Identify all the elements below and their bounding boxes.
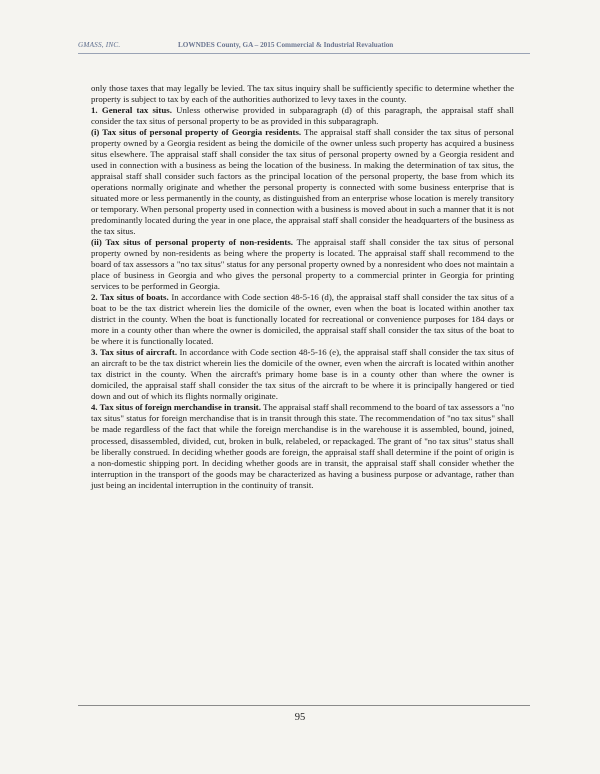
paragraph (91, 237, 514, 292)
page-header (78, 41, 528, 49)
page-number: 95 (294, 712, 306, 723)
paragraph-heading: (ii) Tax situs of personal property of non-residents. (91, 237, 294, 248)
paragraph-heading: 2. Tax situs of boats. (91, 292, 169, 303)
paragraph (91, 402, 514, 490)
paragraph-text: The appraisal staff shall consider the tax situs of personal property owned by a Georgia resident as being the domicile of the owner unless such property has acquired a business situs elsewhere. The appraisal staff shall consider the tax situs of personal property owned by a Georgia resident and used in connection with a business as being the location of the business. In making the determination of tax situs, the appraisal staff shall consider such factors as the principal location of the personal property, the base from which its operations normally originate and whether the personal property is connected with some business enterprise that is situated more or less permanently in the county, as distinguished from an enterprise whose location is merely transitory or temporary. When personal property used in connection with a business is moved about in such a manner that it is not predominantly located during the year in one place, the appraisal staff shall consider the headquarters of the business as the tax situs. (91, 127, 514, 237)
paragraph-text: only those taxes that may legally be levied. The tax situs inquiry shall be sufficiently specific to determine whether the property is subject to tax by each of the authorities authorized to levy taxes in the county. (91, 83, 514, 105)
paragraph (91, 292, 514, 347)
header-title: LOWNDES County, GA – 2015 Commercial & Industrial Revaluation (178, 41, 394, 49)
paragraph (91, 127, 514, 237)
paragraph-heading: 3. Tax situs of aircraft. (91, 347, 178, 358)
paragraph-text: The appraisal staff shall consider the tax situs of personal property owned by non-residents as being where the property is located. The appraisal staff shall recommend to the board of tax assessors a "no tax situs" status for any personal property owned by a nonresident who does not maintain a place of business in Georgia and who gives the personal property to a commercial printer in Georgia for printing services to be performed in Georgia. (91, 237, 514, 292)
paragraph-text: In accordance with Code section 48-5-16 (d), the appraisal staff shall consider the tax situs of a boat to be the tax district wherein lies the domicile of the owner, even when the boat is located within another tax district in the county. When the boat is functionally located for recreational or convenience purposes for 184 days or more in a county other than where the owner is domiciled, the appraisal staff shall consider the tax situs of the boat to be where it is functionally located. (91, 292, 514, 347)
paragraph-heading: 4. Tax situs of foreign merchandise in transit. (91, 402, 261, 413)
paragraph-heading: (i) Tax situs of personal property of Georgia residents. (91, 127, 302, 138)
paragraph (91, 83, 514, 105)
header-company: GMASS, INC. (78, 41, 121, 49)
footer-divider (78, 705, 530, 706)
paragraph (91, 105, 514, 127)
paragraph (91, 347, 514, 402)
paragraph-text: In accordance with Code section 48-5-16 (e), the appraisal staff shall consider the tax situs of an aircraft to be the tax district wherein lies the domicile of the owner, even when the aircraft is located within another tax district in the county. When the aircraft's primary home base is in a county other than where the owner is domiciled, the appraisal staff shall consider the tax situs of the aircraft to be where it is principally hangered or tied down and out of which its flights normally originate. (91, 347, 514, 402)
paragraph-heading: 1. General tax situs. (91, 105, 172, 116)
paragraph-text: The appraisal staff shall recommend to the board of tax assessors a "no tax situs" status for foreign merchandise that is in transit through this state. The recommendation of "no tax situs" shall be made regardless of the fact that while the foreign merchandise is in the warehouse it is assembled, bound, joined, processed, disassembled, divided, cut, broken in bulk, relabeled, or repackaged. The grant of "no tax situs" status shall be liberally construed. In deciding whether goods are foreign, the appraisal staff shall determine if the point of origin is a non-domestic shipping port. In deciding whether goods are in transit, the appraisal staff shall consider whether the interruption in the transport of the goods may be characterized as having a business purpose or advantage, rather than just being an incidental interruption in the continuity of transit. (91, 402, 514, 490)
header-divider (78, 53, 530, 54)
paragraph-text: Unless otherwise provided in subparagraph (d) of this paragraph, the appraisal staff shall consider the tax situs of personal property to be as provided in this subparagraph. (91, 105, 515, 127)
document-body (91, 83, 514, 491)
